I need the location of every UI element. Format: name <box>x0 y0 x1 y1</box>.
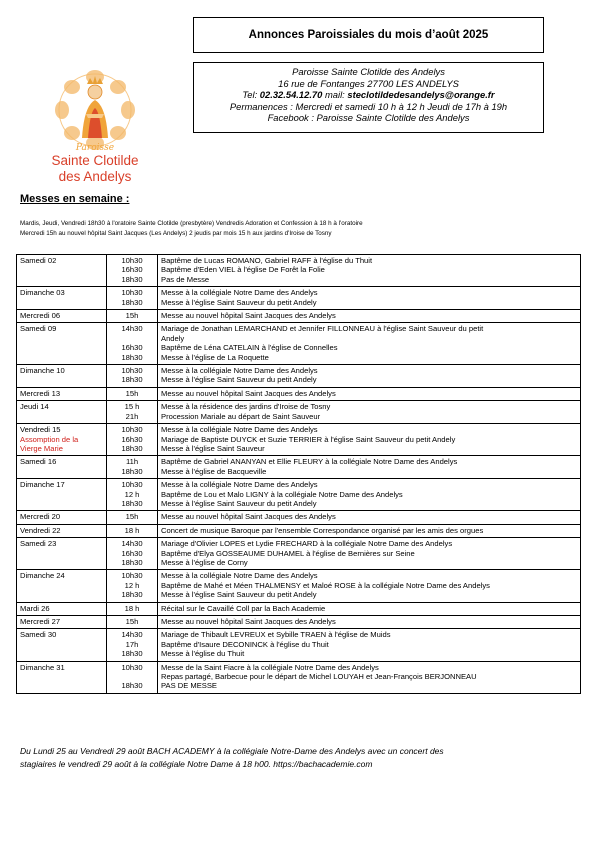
parish-facebook: Facebook : Paroisse Sainte Clotilde des Andelys <box>267 112 470 124</box>
schedule-day: Mercredi 20 <box>20 512 61 522</box>
schedule-event: Procession Mariale au départ de Saint Sauveur <box>161 411 321 421</box>
feast-label: Vierge Marie <box>20 443 63 453</box>
schedule-event: Messe à l'église de La Roquette <box>161 352 269 362</box>
schedule-day-cell <box>17 629 107 661</box>
schedule-event-cell <box>158 538 581 570</box>
schedule-time <box>110 672 154 681</box>
schedule-day-cell <box>17 456 107 479</box>
schedule-event: Messe à la collégiale Notre Dame des Andelys <box>161 425 318 435</box>
schedule-time: 18 h <box>124 525 140 535</box>
schedule-day-cell <box>17 365 107 388</box>
schedule-event: Messe au nouvel hôpital Saint Jacques des Andelys <box>161 617 336 626</box>
schedule-row <box>17 479 581 511</box>
schedule-event-cell <box>158 629 581 661</box>
schedule-time: 15h <box>125 617 139 626</box>
schedule-day-cell <box>17 401 107 424</box>
footer-note <box>20 745 580 771</box>
schedule-day: Vendredi 22 <box>20 525 61 535</box>
schedule-day-cell <box>17 661 107 693</box>
schedule-event-cell <box>158 287 581 310</box>
schedule-table <box>16 254 581 694</box>
tel-number: 02.32.54.12.70 <box>259 89 323 101</box>
schedule-time-cell <box>107 424 158 456</box>
schedule-row <box>17 524 581 537</box>
schedule-day-cell <box>17 255 107 287</box>
schedule-day-cell <box>17 424 107 456</box>
schedule-event-cell <box>158 479 581 511</box>
schedule-event: Pas de Messe <box>161 274 210 284</box>
schedule-day-cell <box>17 524 107 537</box>
schedule-event-cell <box>158 387 581 400</box>
schedule-event-cell <box>158 602 581 615</box>
schedule-event-cell <box>158 310 581 323</box>
mail-address[interactable]: steclotildedesandelys@orange.fr <box>347 89 495 101</box>
schedule-time-cell <box>107 602 158 615</box>
schedule-event: Messe au nouvel hôpital Saint Jacques des Andelys <box>161 311 336 321</box>
schedule-time: 18h30 <box>121 649 143 659</box>
schedule-time: 15h <box>125 388 139 398</box>
schedule-row <box>17 629 581 661</box>
intro-line: Mardis, Jeudi, Vendredi 18h30 à l'oratoire Sainte Clotilde (presbytère) Vendredis Adoration et Confession à 18 h à l'oratoire <box>20 220 363 227</box>
schedule-row <box>17 602 581 615</box>
schedule-day-cell <box>17 570 107 602</box>
schedule-day: Dimanche 31 <box>20 662 65 672</box>
schedule-time: 16h30 <box>121 343 143 353</box>
parish-info-box <box>193 62 544 133</box>
logo-line1: Sainte Clotilde <box>51 153 139 168</box>
schedule-time-cell <box>107 387 158 400</box>
schedule-time: 18 h <box>124 603 140 613</box>
schedule-event: Baptême d'Eden VIEL à l'église De Forêt la Folie <box>161 265 325 275</box>
schedule-time: 16h30 <box>121 434 143 444</box>
schedule-event: Messe à l'église Saint Sauveur <box>161 443 265 453</box>
schedule-event: Messe au nouvel hôpital Saint Jacques des Andelys <box>161 512 336 522</box>
logo-line2: des Andelys <box>58 169 132 184</box>
parish-address: 16 rue de Fontanges 27700 LES ANDELYS <box>278 77 459 89</box>
schedule-day: Vendredi 15 <box>20 425 61 435</box>
feast-label: Assomption de la <box>20 434 79 444</box>
parish-hours: Permanences : Mercredi et samedi 10 h à 12 h Jeudi de 17h à 19h <box>229 100 508 112</box>
schedule-day-cell <box>17 387 107 400</box>
schedule-event-cell <box>158 365 581 388</box>
schedule-event-cell <box>158 401 581 424</box>
schedule-time-cell <box>107 310 158 323</box>
schedule-time-cell <box>107 511 158 524</box>
schedule-event: Repas partagé, Barbecue pour le départ de Michel LOUYAH et Jean-François BERJONNEAU <box>161 672 477 682</box>
schedule-event: PAS DE MESSE <box>161 681 217 691</box>
schedule-row <box>17 456 581 479</box>
schedule-event: Messe à la collégiale Notre Dame des Andelys <box>161 366 318 376</box>
schedule-row <box>17 255 581 287</box>
schedule-time: 15 h <box>124 402 140 412</box>
schedule-row <box>17 323 581 365</box>
schedule-event: Messe à la collégiale Notre Dame des Andelys <box>161 288 318 298</box>
schedule-event: Baptême de Mahé et Méen THALMENSY et Maloé ROSE à la collégiale Notre Dame des Andelys <box>161 580 490 590</box>
schedule-event: Messe à l'église de Bacqueville <box>161 466 267 476</box>
schedule-event: Messe à l'église Saint Sauveur du petit Andely <box>161 297 317 307</box>
schedule-event: Messe au nouvel hôpital Saint Jacques des Andelys <box>161 388 336 398</box>
schedule-event: Baptême d'Elya GOSSEAUME DUHAMEL à l'église de Bernières sur Seine <box>161 548 415 558</box>
tel-label: Tel: <box>242 89 258 101</box>
schedule-time-cell <box>107 255 158 287</box>
schedule-event: Mariage d'Olivier LOPES et Lydie FRECHARD à la collégiale Notre Dame des Andelys <box>161 539 453 549</box>
schedule-day-cell <box>17 479 107 511</box>
schedule-time-cell <box>107 401 158 424</box>
schedule-time: 18h30 <box>121 681 143 691</box>
schedule-row <box>17 401 581 424</box>
schedule-row <box>17 287 581 310</box>
schedule-row <box>17 310 581 323</box>
schedule-event: Messe à la collégiale Notre Dame des Andelys <box>161 480 318 490</box>
parish-name: Paroisse Sainte Clotilde des Andelys <box>292 66 445 77</box>
schedule-event: Mariage de Baptiste DUYCK et Suzie TERRIER à l'église Saint Sauveur du petit Andely <box>161 434 456 444</box>
schedule-time-cell <box>107 538 158 570</box>
schedule-time: 21h <box>125 411 139 421</box>
schedule-row <box>17 616 581 629</box>
schedule-day: Mercredi 06 <box>20 311 61 321</box>
schedule-day: Samedi 23 <box>20 539 57 549</box>
page-title <box>193 17 544 53</box>
parish-contact <box>194 89 543 101</box>
schedule-event: Baptême de Lou et Malo LIGNY à la collégiale Notre Dame des Andelys <box>161 489 403 499</box>
schedule-event: Récital sur le Cavaillé Coll par la Bach Academie <box>161 603 326 613</box>
schedule-time: 12 h <box>124 580 140 590</box>
schedule-day: Dimanche 03 <box>20 288 65 298</box>
schedule-row <box>17 365 581 388</box>
schedule-day: Samedi 09 <box>20 324 57 334</box>
schedule-time-cell <box>107 629 158 661</box>
schedule-time: 18h30 <box>121 443 143 453</box>
schedule-event: Messe à l'église Saint Sauveur du petit Andely <box>161 375 317 385</box>
schedule-event-cell <box>158 661 581 693</box>
schedule-day-cell <box>17 310 107 323</box>
schedule-event: Messe à la résidence des jardins d'Iroise de Tosny <box>161 402 331 412</box>
schedule-time-cell <box>107 570 158 602</box>
section-title: Messes en semaine : <box>20 193 130 205</box>
schedule-day: Samedi 02 <box>20 256 57 265</box>
schedule-day-cell <box>17 538 107 570</box>
schedule-row <box>17 424 581 456</box>
schedule-event: Messe à l'église de Corny <box>161 557 248 567</box>
schedule-day: Samedi 16 <box>20 457 57 467</box>
schedule-event: Messe à l'église du Thuit <box>161 649 245 659</box>
footer-line: stagiaires le vendredi 29 août à la collégiale Notre Dame à 18 h00. https://bachacademie.com <box>20 759 373 769</box>
mail-label: mail: <box>324 89 345 101</box>
schedule-time: 10h30 <box>121 425 143 435</box>
schedule-time: 10h30 <box>121 256 143 265</box>
schedule-time: 10h30 <box>121 662 143 672</box>
schedule-event: Messe à l'église Saint Sauveur du petit Andely <box>161 590 317 600</box>
schedule-event-cell <box>158 570 581 602</box>
schedule-time: 18h30 <box>121 274 143 284</box>
intro-line: Mercredi 15h au nouvel hôpital Saint Jacques (Les Andelys) 2 jeudis par mois 15 h aux jardins d'Iroise de Tosny <box>20 229 332 237</box>
schedule-time-cell <box>107 479 158 511</box>
schedule-time-cell <box>107 323 158 365</box>
schedule-time: 17h <box>125 639 139 649</box>
schedule-day-cell <box>17 323 107 365</box>
schedule-event-cell <box>158 616 581 629</box>
schedule-event: Andely <box>161 333 185 343</box>
schedule-time: 14h30 <box>121 324 143 334</box>
schedule-time: 18h30 <box>121 352 143 362</box>
schedule-event-cell <box>158 424 581 456</box>
schedule-event: Messe de la Saint Fiacre à la collégiale Notre Dame des Andelys <box>161 662 379 672</box>
schedule-time: 18h30 <box>121 498 143 508</box>
schedule-event-cell <box>158 511 581 524</box>
schedule-time <box>110 334 154 343</box>
schedule-event: Messe à l'église Saint Sauveur du petit Andely <box>161 498 317 508</box>
schedule-row <box>17 570 581 602</box>
schedule-row <box>17 538 581 570</box>
schedule-time: 10h30 <box>121 288 143 298</box>
schedule-time: 18h30 <box>121 375 143 385</box>
schedule-time-cell <box>107 456 158 479</box>
schedule-event: Baptême d'Isaure DECONINCK à l'église du Thuit <box>161 639 329 649</box>
schedule-row <box>17 661 581 693</box>
schedule-day: Mercredi 13 <box>20 388 61 398</box>
schedule-day: Dimanche 24 <box>20 571 65 581</box>
saint-figure-icon <box>82 76 108 138</box>
schedule-time: 18h30 <box>121 297 143 307</box>
parish-logo <box>30 62 160 192</box>
schedule-time: 16h30 <box>121 548 143 558</box>
schedule-time: 12 h <box>124 489 140 499</box>
page-title-text: Annonces Paroissiales du mois d’août 2025 <box>248 29 489 41</box>
schedule-time-cell <box>107 524 158 537</box>
schedule-time: 18h30 <box>121 590 143 600</box>
schedule-time: 18h30 <box>121 557 143 567</box>
schedule-time: 10h30 <box>121 480 143 490</box>
footer-line: Du Lundi 25 au Vendredi 29 août BACH ACADEMY à la collégiale Notre-Dame des Andelys avec un concert des <box>20 746 444 756</box>
schedule-day-cell <box>17 287 107 310</box>
schedule-day: Dimanche 10 <box>20 366 65 376</box>
schedule-time: 11h <box>125 457 139 467</box>
schedule-event-cell <box>158 456 581 479</box>
schedule-event: Concert de musique Baroque par l'ensemble Correspondance organisé par les amis des orgues <box>161 525 484 535</box>
schedule-time-cell <box>107 365 158 388</box>
schedule-day-cell <box>17 602 107 615</box>
schedule-time-cell <box>107 661 158 693</box>
logo-script-text: Paroisse <box>75 143 115 153</box>
weekday-masses <box>20 219 580 238</box>
schedule-day: Mercredi 27 <box>20 617 61 626</box>
schedule-time: 10h30 <box>121 571 143 581</box>
schedule-event-cell <box>158 323 581 365</box>
schedule-event: Messe à la collégiale Notre Dame des Andelys <box>161 571 318 581</box>
schedule-row <box>17 387 581 400</box>
schedule-event: Baptême de Lucas ROMANO, Gabriel RAFF à l'église du Thuit <box>161 256 373 265</box>
schedule-time: 16h30 <box>121 265 143 275</box>
schedule-event: Mariage de Jonathan LEMARCHAND et Jennifer FILLONNEAU à l'église Saint Sauveur du petit <box>161 324 484 334</box>
schedule-time: 14h30 <box>121 630 143 640</box>
schedule-event-cell <box>158 524 581 537</box>
schedule-time: 15h <box>125 512 139 522</box>
schedule-time: 10h30 <box>121 366 143 376</box>
schedule-day: Samedi 30 <box>20 630 57 640</box>
schedule-row <box>17 511 581 524</box>
schedule-time: 18h30 <box>121 466 143 476</box>
schedule-day: Jeudi 14 <box>20 402 49 412</box>
schedule-event-cell <box>158 255 581 287</box>
schedule-event: Mariage de Thibault LEVREUX et Sybille TRAEN à l'église de Muids <box>161 630 391 640</box>
schedule-day: Mardi 26 <box>20 603 50 613</box>
schedule-day-cell <box>17 511 107 524</box>
schedule-event: Baptême de Léna CATELAIN à l'église de Connelles <box>161 343 338 353</box>
schedule-day-cell <box>17 616 107 629</box>
schedule-time: 14h30 <box>121 539 143 549</box>
schedule-day: Dimanche 17 <box>20 480 65 490</box>
schedule-time: 15h <box>125 311 139 321</box>
schedule-time-cell <box>107 616 158 629</box>
schedule-event: Baptême de Gabriel ANANYAN et Ellie FLEURY à la collégiale Notre Dame des Andelys <box>161 457 458 467</box>
schedule-time-cell <box>107 287 158 310</box>
